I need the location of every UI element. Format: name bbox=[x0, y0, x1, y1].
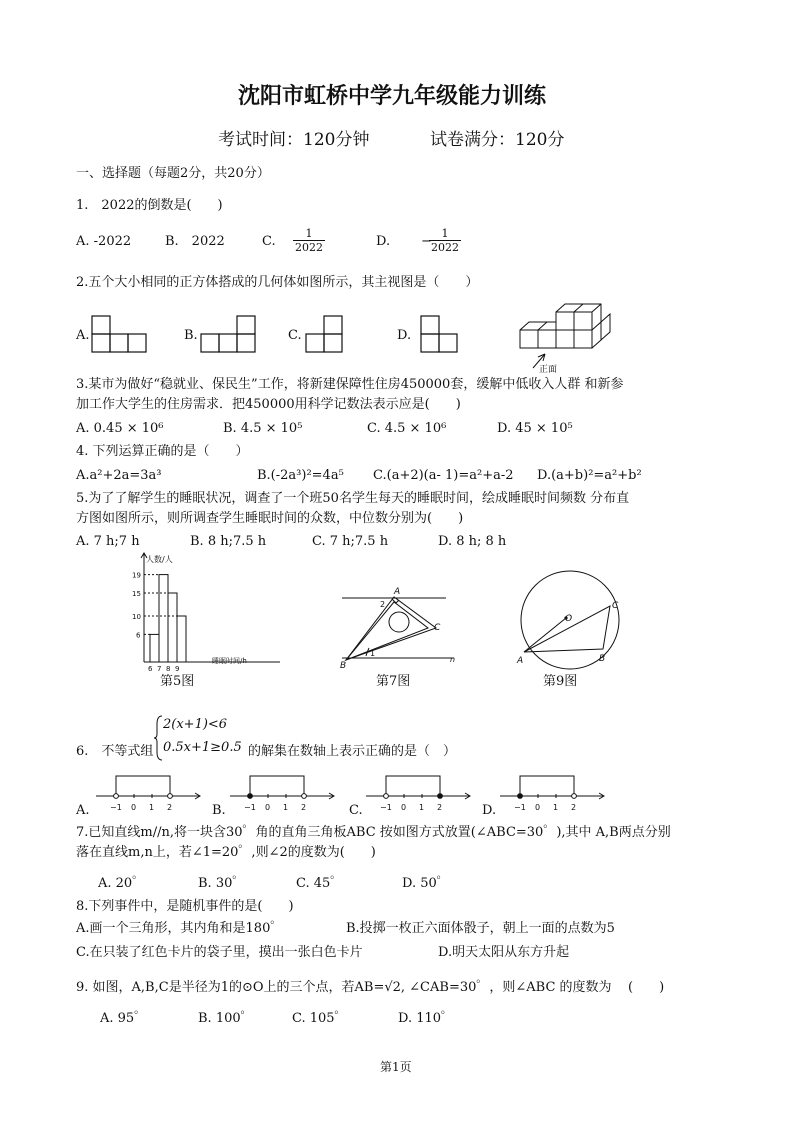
q9-option-a: A. 95゜ bbox=[100, 1011, 148, 1026]
q6-option-d: D. bbox=[482, 803, 497, 818]
q8-option-d: D.明天太阳从东方升起 bbox=[438, 945, 570, 960]
q1-stem: 1. 2022的倒数是( ) bbox=[76, 198, 223, 213]
histogram-y-tick: 6 bbox=[136, 631, 141, 640]
q6-prefix: 6. 不等式组 bbox=[76, 744, 154, 759]
histogram-bar bbox=[159, 575, 168, 662]
q2-option-b-figure bbox=[201, 316, 255, 354]
q3-stem-line2: 加工作大学生的住房需求．把450000用科学记数法表示应是( ) bbox=[76, 397, 461, 412]
q7-stem-line2: 落在直线m,n上，若∠1=20゜,则∠2的度数为( ) bbox=[76, 845, 376, 860]
fig5-caption: 第5图 bbox=[160, 674, 195, 689]
numberline-endpoint bbox=[384, 794, 389, 799]
numberline-tick-label: 1 bbox=[283, 803, 289, 812]
histogram-y-tick: 19 bbox=[132, 571, 141, 580]
q7-option-b: B. 30゜ bbox=[198, 876, 246, 891]
histogram-x-tick: 7 bbox=[157, 665, 162, 673]
svg-text:B: B bbox=[340, 661, 347, 671]
q6-option-d-numberline bbox=[498, 770, 610, 816]
numberline-solution bbox=[116, 776, 170, 796]
numberline-tick-label: 2 bbox=[167, 803, 173, 812]
q9-option-c: C. 105゜ bbox=[292, 1011, 348, 1026]
q5-option-a: A. 7 h;7 h bbox=[76, 534, 140, 549]
numberline-tick-label: 0 bbox=[131, 803, 137, 812]
histogram-x-tick: 6 bbox=[148, 665, 153, 673]
q6-option-b: B. bbox=[212, 803, 226, 818]
numberline-endpoint bbox=[114, 794, 119, 799]
q7-option-d: D. 50゜ bbox=[402, 876, 450, 891]
numberline-solution bbox=[520, 776, 574, 796]
svg-text:B: B bbox=[599, 654, 606, 664]
q6-option-a-numberline bbox=[94, 770, 206, 816]
numberline-tick-label: 2 bbox=[437, 803, 443, 812]
q4-option-a: A.a²+2a=3a³ bbox=[76, 468, 162, 483]
q1-d-sign: − bbox=[421, 234, 432, 249]
full-score: 试卷满分：120分 bbox=[430, 130, 565, 150]
q5-option-b: B. 8 h;7.5 h bbox=[190, 534, 267, 549]
fig5-x-axis-label: 睡眠时间/h bbox=[212, 657, 247, 665]
q5-option-d: D. 8 h; 8 h bbox=[438, 534, 507, 549]
q5-stem-line1: 5.为了了解学生的睡眠状况，调查了一个班50名学生每天的睡眠时间，绘成睡眠时间频数 分布直 bbox=[76, 491, 630, 506]
q6-option-c-numberline bbox=[364, 770, 476, 816]
q7-option-c: C. 45゜ bbox=[296, 876, 344, 891]
q8-option-b: B.投掷一枚正六面体骰子，朝上一面的点数为5 bbox=[346, 921, 615, 936]
q8-option-c: C.在只装了红色卡片的袋子里，摸出一张白色卡片 bbox=[76, 945, 363, 960]
numberline-endpoint bbox=[302, 794, 307, 799]
fig7-caption: 第7图 bbox=[376, 674, 411, 689]
q2-option-b: B. bbox=[184, 328, 198, 343]
q6-inequality-1: 2(x+1)<6 bbox=[163, 717, 228, 732]
svg-text:O: O bbox=[565, 614, 573, 624]
fig7-figure bbox=[336, 586, 466, 670]
q3-stem-line1: 3.某市为做好“稳就业、保民生”工作，将新建保障性住房450000套，缓解中低收入人群 和新参 bbox=[76, 377, 624, 392]
q4-stem: 4. 下列运算正确的是（ ） bbox=[76, 444, 249, 459]
q2-stem: 2.五个大小相同的正方体搭成的几何体如图所示，其主视图是（ ） bbox=[76, 275, 479, 290]
q3-option-b: B. 4.5 × 10⁵ bbox=[223, 421, 303, 436]
q2-front-label: 正面 bbox=[539, 365, 558, 375]
numberline-solution bbox=[250, 776, 304, 796]
q4-option-c: C.(a+2)(a- 1)=a²+a-2 bbox=[373, 468, 514, 483]
numberline-tick-label: 1 bbox=[553, 803, 559, 812]
svg-text:1: 1 bbox=[370, 649, 376, 658]
q8-stem: 8.下列事件中，是随机事件的是( ) bbox=[76, 899, 294, 914]
q6-suffix: 的解集在数轴上表示正确的是（ ） bbox=[248, 744, 457, 759]
q4-option-b: B.(-2a³)²=4a⁵ bbox=[257, 468, 344, 483]
q7-stem-line1: 7.已知直线m//n,将一块含30゜角的直角三角板ABC 按如图方式放置(∠ABC=30゜),其中 A,B两点分别 bbox=[76, 825, 671, 840]
q4-option-d: D.(a+b)²=a²+b² bbox=[537, 468, 642, 483]
q2-option-d-figure bbox=[421, 316, 459, 354]
svg-text:A: A bbox=[394, 587, 401, 597]
numberline-tick-label: 0 bbox=[535, 803, 541, 812]
q1-option-d: D. bbox=[376, 234, 391, 249]
q2-solid-figure bbox=[515, 300, 625, 375]
q1-option-a: A. -2022 bbox=[76, 234, 132, 249]
histogram-bar bbox=[177, 616, 186, 662]
q1-option-b: B. 2022 bbox=[165, 234, 225, 249]
q9-stem: 9. 如图，A,B,C是半径为1的⊙O上的三个点，若AB=√2, ∠CAB=30゜，则∠ABC 的度数为 bbox=[76, 980, 612, 995]
histogram-bar bbox=[150, 634, 159, 662]
histogram-y-tick: 15 bbox=[132, 590, 141, 598]
fig5-histogram bbox=[120, 552, 280, 673]
q5-stem-line2: 方图如图所示，则所调查学生睡眠时间的众数，中位数分别为( ) bbox=[76, 511, 464, 526]
q9-option-d: D. 110゜ bbox=[398, 1011, 455, 1026]
numberline-tick-label: −1 bbox=[244, 803, 256, 812]
numberline-tick-label: 2 bbox=[571, 803, 577, 812]
numberline-endpoint bbox=[572, 794, 577, 799]
numberline-tick-label: 0 bbox=[265, 803, 271, 812]
q3-option-c: C. 4.5 × 10⁶ bbox=[367, 421, 447, 436]
svg-text:n: n bbox=[450, 655, 456, 664]
q2-option-a-figure bbox=[92, 316, 146, 354]
fig5-y-axis-label: 人数/人 bbox=[146, 555, 173, 564]
q6-option-b-numberline bbox=[228, 770, 340, 816]
q9-paren: ( ) bbox=[628, 980, 665, 995]
numberline-endpoint bbox=[168, 794, 173, 799]
numberline-endpoint bbox=[438, 794, 443, 799]
numberline-tick-label: −1 bbox=[514, 803, 526, 812]
q2-option-a: A. bbox=[76, 328, 90, 343]
histogram-bar bbox=[168, 593, 177, 662]
numberline-tick-label: 1 bbox=[149, 803, 155, 812]
numberline-tick-label: 2 bbox=[301, 803, 307, 812]
page-title: 沈阳市虹桥中学九年级能力训练 bbox=[238, 83, 547, 109]
section-heading: 一、选择题（每题2分，共20分） bbox=[76, 166, 270, 181]
q7-option-a: A. 20゜ bbox=[98, 876, 146, 891]
numberline-tick-label: 1 bbox=[419, 803, 425, 812]
svg-text:C: C bbox=[434, 623, 441, 633]
q5-option-c: C. 7 h;7.5 h bbox=[312, 534, 389, 549]
q8-option-a: A.画一个三角形，其内角和是180゜ bbox=[76, 921, 284, 936]
q1-d-fraction: $\frac{1}{2022}$ bbox=[431, 227, 459, 254]
q2-option-d: D. bbox=[397, 328, 412, 343]
fig9-figure bbox=[504, 566, 638, 670]
q3-option-a: A. 0.45 × 10⁶ bbox=[76, 421, 164, 436]
q6-option-c: C. bbox=[349, 803, 363, 818]
histogram-y-tick: 10 bbox=[132, 613, 141, 621]
histogram-x-tick: 9 bbox=[175, 665, 180, 673]
histogram-x-tick: 8 bbox=[166, 665, 171, 673]
svg-text:A: A bbox=[517, 656, 524, 666]
q6-inequality-2: 0.5x+1≥0.5 bbox=[163, 740, 242, 755]
numberline-tick-label: −1 bbox=[110, 803, 122, 812]
q6-option-a: A. bbox=[76, 803, 90, 818]
q3-option-d: D. 45 × 10⁵ bbox=[497, 421, 573, 436]
q2-option-c-figure bbox=[306, 316, 344, 354]
numberline-endpoint bbox=[248, 794, 253, 799]
svg-text:C: C bbox=[612, 601, 619, 611]
numberline-solution bbox=[386, 776, 440, 796]
exam-time: 考试时间：120分钟 bbox=[218, 130, 370, 150]
numberline-endpoint bbox=[518, 794, 523, 799]
q1-c-fraction: $\frac{1}{2022}$ bbox=[295, 227, 323, 254]
fig9-caption: 第9图 bbox=[543, 674, 578, 689]
numberline-tick-label: −1 bbox=[380, 803, 392, 812]
page-number: 第1页 bbox=[380, 1060, 412, 1074]
numberline-tick-label: 0 bbox=[401, 803, 407, 812]
q2-option-c: C. bbox=[288, 328, 302, 343]
q9-option-b: B. 100゜ bbox=[198, 1011, 254, 1026]
q1-option-c: C. bbox=[262, 234, 276, 249]
svg-text:2: 2 bbox=[380, 600, 386, 609]
